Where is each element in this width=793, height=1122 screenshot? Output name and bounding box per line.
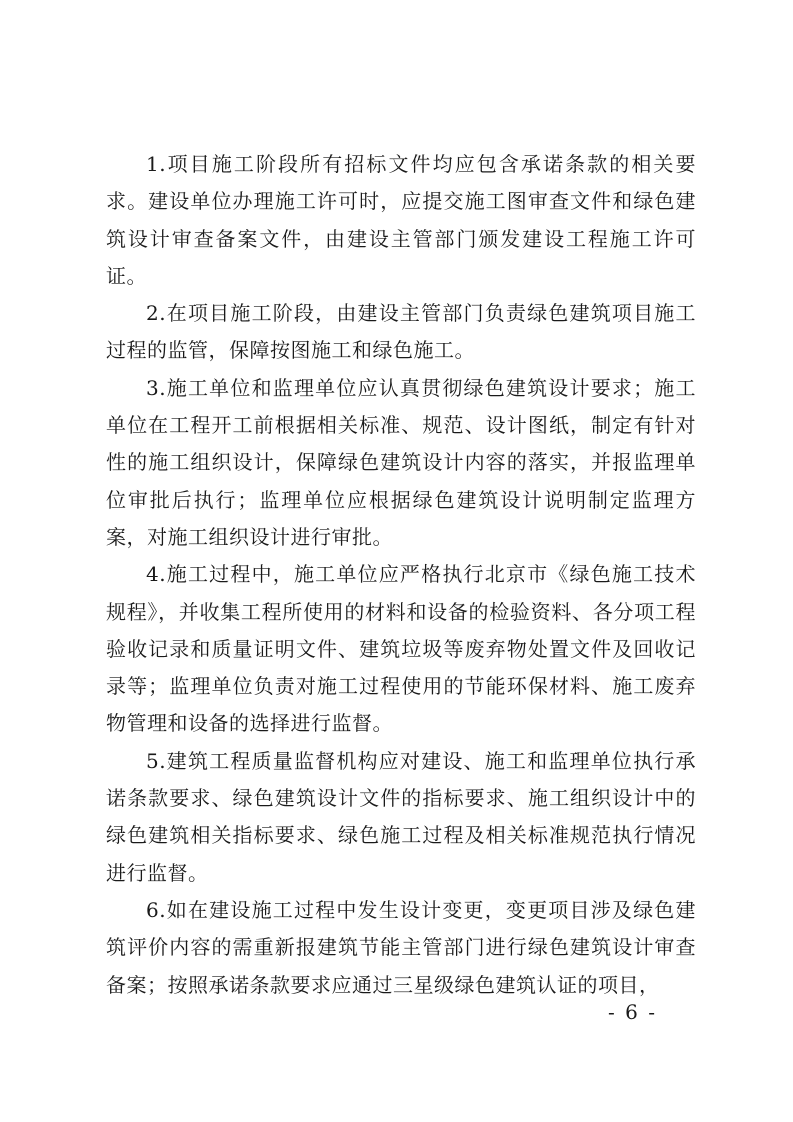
paragraph-4: 4.施工过程中，施工单位应严格执行北京市《绿色施工技术规程》，并收集工程所使用的材料和设备的检验资料、各分项工程验收记录和质量证明文件、建筑垃圾等废弃物处置文件及回收记录等；监理单位负责对施工过程使用的节能环保材料、施工废弃物管理和设备的选择进行监督。 <box>106 562 696 736</box>
paragraph-3: 3.施工单位和监理单位应认真贯彻绿色建筑设计要求；施工单位在工程开工前根据相关标准、规范、设计图纸，制定有针对性的施工组织设计，保障绿色建筑设计内容的落实，并报监理单位审批后执行；监理单位应根据绿色建筑设计说明制定监理方案，对施工组织设计进行审批。 <box>106 375 696 549</box>
page-number: - 6 - <box>608 1000 657 1024</box>
paragraph-2: 2.在项目施工阶段，由建设主管部门负责绿色建筑项目施工过程的监管，保障按图施工和绿色施工。 <box>106 301 696 363</box>
paragraph-1: 1.项目施工阶段所有招标文件均应包含承诺条款的相关要求。建设单位办理施工许可时，应提交施工图审查文件和绿色建筑设计审查备案文件，由建设主管部门颁发建设工程施工许可证。 <box>106 152 696 288</box>
paragraph-6: 6.如在建设施工过程中发生设计变更，变更项目涉及绿色建筑评价内容的需重新报建筑节能主管部门进行绿色建筑设计审查备案；按照承诺条款要求应通过三星级绿色建筑认证的项目， <box>106 897 696 997</box>
paragraph-5: 5.建筑工程质量监督机构应对建设、施工和监理单位执行承诺条款要求、绿色建筑设计文件的指标要求、施工组织设计中的绿色建筑相关指标要求、绿色施工过程及相关标准规范执行情况进行监督。 <box>106 748 696 885</box>
body-text <box>106 146 696 1004</box>
